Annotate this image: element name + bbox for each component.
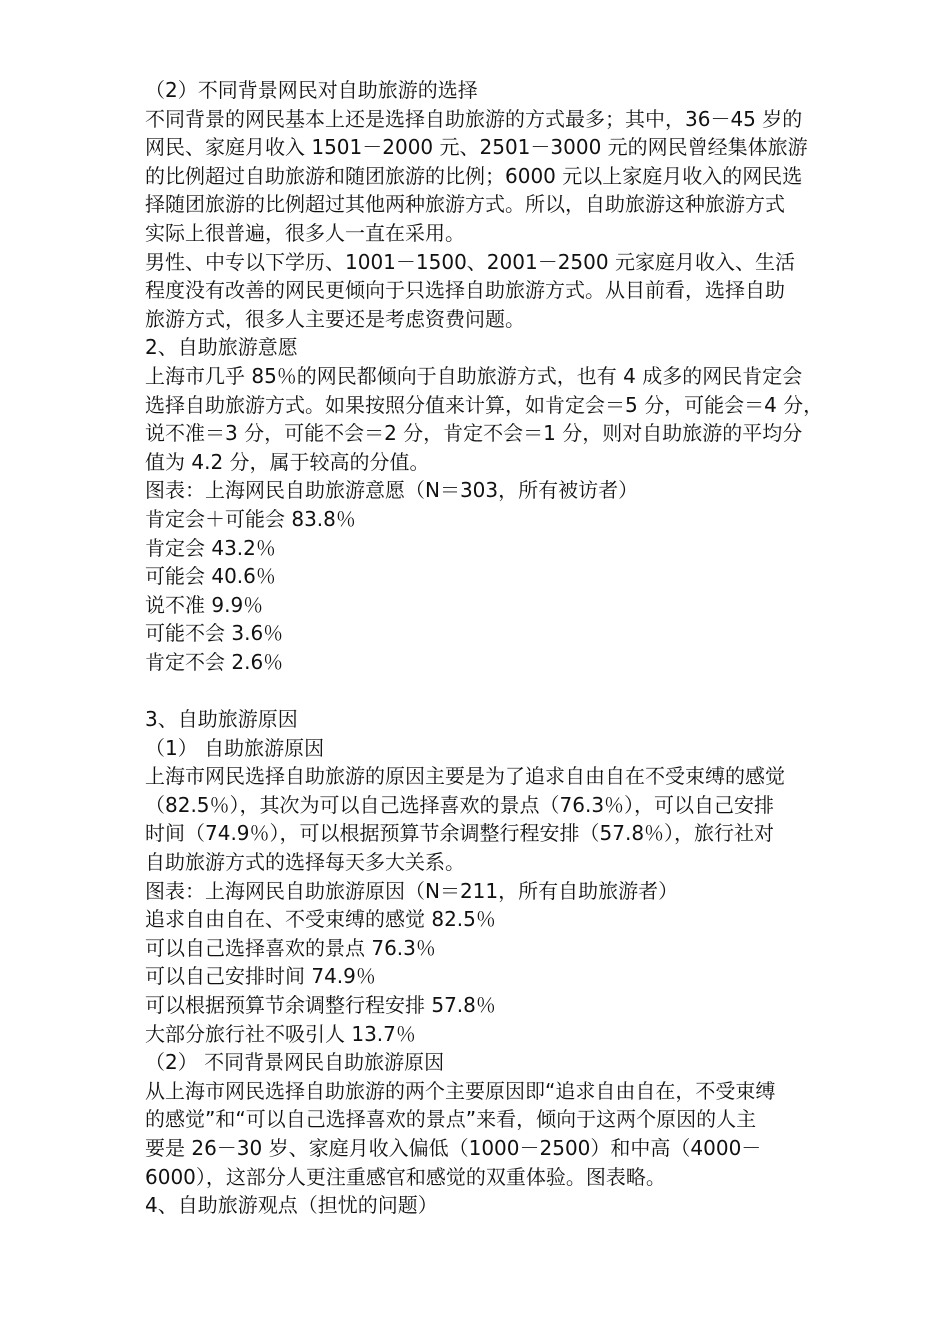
chart-title: 图表：上海网民自助旅游意愿（N＝303，所有被访者） xyxy=(145,478,639,503)
paragraph-line: 网民、家庭月收入 1501－2000 元、2501－3000 元的网民曾经集体旅游 xyxy=(145,135,808,160)
document-page xyxy=(145,76,905,1220)
chart-row: 可以自己选择喜欢的景点 76.3％ xyxy=(145,935,436,960)
section-heading: 3、自助旅游原因 xyxy=(145,707,298,732)
blank-line xyxy=(145,676,905,705)
paragraph-line: 上海市网民选择自助旅游的原因主要是为了追求自由自在不受束缚的感觉 xyxy=(145,764,785,789)
paragraph-line: 说不准＝3 分，可能不会＝2 分，肯定不会＝1 分，则对自助旅游的平均分 xyxy=(145,421,803,446)
paragraph-line: 不同背景的网民基本上还是选择自助旅游的方式最多；其中，36－45 岁的 xyxy=(145,106,803,131)
paragraph-line: 上海市几乎 85％的网民都倾向于自助旅游方式，也有 4 成多的网民肯定会 xyxy=(145,363,803,388)
paragraph-line: 选择自助旅游方式。如果按照分值来计算，如肯定会＝5 分，可能会＝4 分， xyxy=(145,392,824,417)
paragraph-line: 6000），这部分人更注重感官和感觉的双重体验。图表略。 xyxy=(145,1164,666,1189)
chart-row: 可能不会 3.6％ xyxy=(145,621,284,646)
paragraph-line: 程度没有改善的网民更倾向于只选择自助旅游方式。从目前看，选择自助 xyxy=(145,278,785,303)
paragraph-line: 自助旅游方式的选择每天多大关系。 xyxy=(145,850,465,875)
paragraph-line: 实际上很普遍，很多人一直在采用。 xyxy=(145,220,465,245)
paragraph-line: 值为 4.2 分，属于较高的分值。 xyxy=(145,449,430,474)
chart-row: 大部分旅行社不吸引人 13.7％ xyxy=(145,1021,416,1046)
paragraph-line: 时间（74.9％），可以根据预算节余调整行程安排（57.8％），旅行社对 xyxy=(145,821,775,846)
paragraph-line: 从上海市网民选择自助旅游的两个主要原因即“追求自由自在，不受束缚 xyxy=(145,1078,776,1103)
section-heading: 4、自助旅游观点（担忧的问题） xyxy=(145,1193,438,1218)
chart-row: 肯定会＋可能会 83.8％ xyxy=(145,506,356,531)
chart-row: 可能会 40.6％ xyxy=(145,564,276,589)
paragraph-line: （82.5％），其次为可以自己选择喜欢的景点（76.3％），可以自己安排 xyxy=(145,792,775,817)
chart-row: 说不准 9.9％ xyxy=(145,592,264,617)
section-heading: 2、自助旅游意愿 xyxy=(145,335,298,360)
chart-row: 追求自由自在、不受束缚的感觉 82.5％ xyxy=(145,907,496,932)
paragraph-line: 择随团旅游的比例超过其他两种旅游方式。所以，自助旅游这种旅游方式 xyxy=(145,192,785,217)
paragraph-line: 的比例超过自助旅游和随团旅游的比例；6000 元以上家庭月收入的网民选 xyxy=(145,163,803,188)
paragraph-line: 的感觉”和“可以自己选择喜欢的景点”来看，倾向于这两个原因的人主 xyxy=(145,1107,757,1132)
chart-row: 可以根据预算节余调整行程安排 57.8％ xyxy=(145,993,496,1017)
subsection-heading: （1） 自助旅游原因 xyxy=(145,735,325,760)
chart-title: 图表：上海网民自助旅游原因（N＝211，所有自助旅游者） xyxy=(145,878,679,903)
chart-row: 可以自己安排时间 74.9％ xyxy=(145,964,376,989)
paragraph-line: 旅游方式，很多人主要还是考虑资费问题。 xyxy=(145,306,525,331)
paragraph-line: 男性、中专以下学历、1001－1500、2001－2500 元家庭月收入、生活 xyxy=(145,249,795,274)
chart-row: 肯定会 43.2％ xyxy=(145,535,276,560)
subsection-heading: （2）不同背景网民对自助旅游的选择 xyxy=(145,78,478,102)
subsection-heading: （2） 不同背景网民自助旅游原因 xyxy=(145,1050,445,1075)
paragraph-line: 要是 26－30 岁、家庭月收入偏低（1000－2500）和中高（4000－ xyxy=(145,1135,762,1160)
chart-row: 肯定不会 2.6％ xyxy=(145,649,284,674)
